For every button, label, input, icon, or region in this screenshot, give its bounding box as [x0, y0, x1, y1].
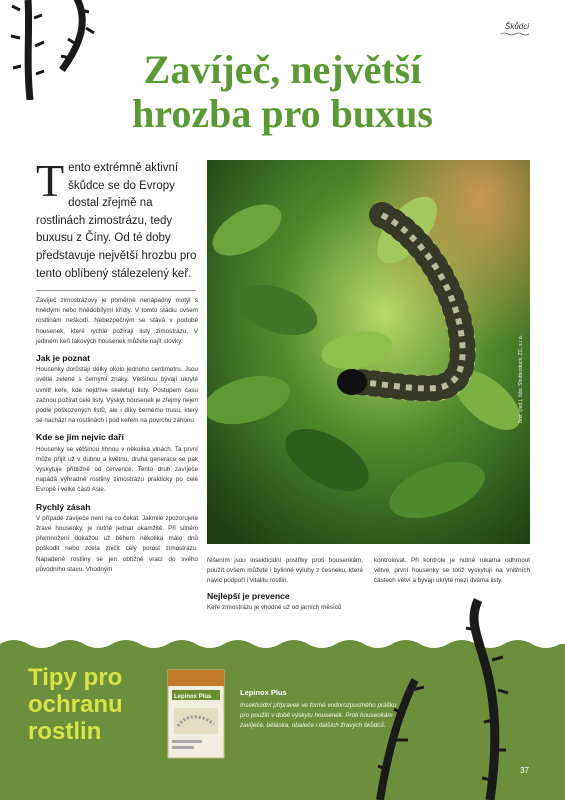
col2-text: řešením jsou insekticidní postřiky proti housenkám, použít ovšem můžete i bylinné výluhy z česneku, které navíc podpoří i vitalitu rostlin.: [207, 557, 363, 585]
section-3-text: V případě zavíječe není na co čekat. Jakmile zpozorujete žravé housenky, je nutné jednat okamžitě. Při silném přemnožení dokážou už během několika málo dnů poškodit nebo zcela zničit celý porost zimostrázu. Napadené rostliny se jen obtížně vrací do svého původního stavu. Vhodným: [36, 514, 198, 573]
tips-title: Tipy pro ochranu rostlin: [28, 664, 123, 745]
branch-decoration-bottom: [360, 590, 530, 800]
product-box-label: Lepinox Plus: [174, 694, 212, 700]
lead-paragraph: [36, 155, 198, 283]
section-1-text: Housenky dorůstají délky okolo jednoho centimetru. Jsou světlé zelené s černými znaky. Většinou bývají ukryté uvnitř keře, kde nejdříve skeletují listy. Postupem času začnou požírat celé listy. Výskyt housenek je zřejmý nejen podle poškozených listů, ale i díky černému trusu, který se nachází na rostlinách i pod keřem na povrchu záhonu.: [36, 366, 198, 425]
subheading-rychly-zasah: Rychlý zásah: [36, 501, 91, 512]
article-title: [0, 48, 565, 136]
subheading-jak-je-poznat: Jak je poznat: [36, 353, 90, 364]
intro-paragraph: Zavíječ zimostrázový je poměrně nenápadný motýl s hnědými nebo hnědobílými křídly. V tomto stádiu ovšem rostlinám neškodí. Nebezpečným se stává v podobě housenek, které rychle požírají listy zimostrázu. V jediném keři takových housenek můžete najít stovky.: [36, 297, 198, 345]
drop-cap: T: [36, 155, 65, 206]
page-number: 37: [520, 766, 529, 775]
photo-credit: Text: (red.), foto: Shutterstock, ZC, s.r.o.: [518, 335, 524, 424]
col3-text: kontrolovat. Při kontrole je nutné rukama odhrnout větve, první housenky se totiž vyskytují na vnitřních částech větví a bývají ukryté mezi dvěma listy.: [374, 557, 530, 585]
section-2-text: Housenky se většinou líhnou v několika vlnách. Ta první může přijít už v dubnu a květnu, druhá generace se pak vyskytuje přibližně od července. Tento druh zavíječe napádá výhradně rostliny zimostrázu prakticky po celé Evropě i velké části Asie.: [36, 445, 198, 494]
section-wave-icon: [501, 32, 529, 36]
body-column-3: [374, 556, 530, 587]
product-box-image: [166, 668, 228, 760]
product-name: Lepinox Plus: [240, 688, 287, 697]
subheading-kde-se-jim-dari: Kde se jim nejvíc daří: [36, 432, 124, 443]
section-tag: Škůdci: [504, 22, 529, 31]
caterpillar-photo: [207, 160, 530, 544]
col2-text-2: Keře zimostrázu je vhodné už od jarních měsíců: [207, 603, 342, 611]
body-column-1: [36, 296, 198, 579]
title-line-2: hrozba pro buxus: [132, 91, 433, 136]
body-column-2: [207, 556, 363, 613]
title-line-1: Zavíječ, největší: [143, 47, 422, 92]
subheading-prevence: Nejlepší je prevence: [207, 590, 290, 601]
product-text: Insekticidní přípravek ve formě vodorozpustného prášku pro použití v době výskytu housenek. Proti housenkám zavíječe, běláska, obaleče i dalších žravých škůdců.: [240, 702, 397, 729]
lead-text: ento extrémně aktivní škůdce se do Evropy dostal zřejmě na rostlinách zimostrázu, tedy buxusu z Číny. Od té doby představuje největší hrozbu pro tento oblíbený stálezelený keř.: [36, 162, 197, 280]
divider: [36, 290, 196, 291]
caterpillar-illustration: [207, 160, 530, 544]
